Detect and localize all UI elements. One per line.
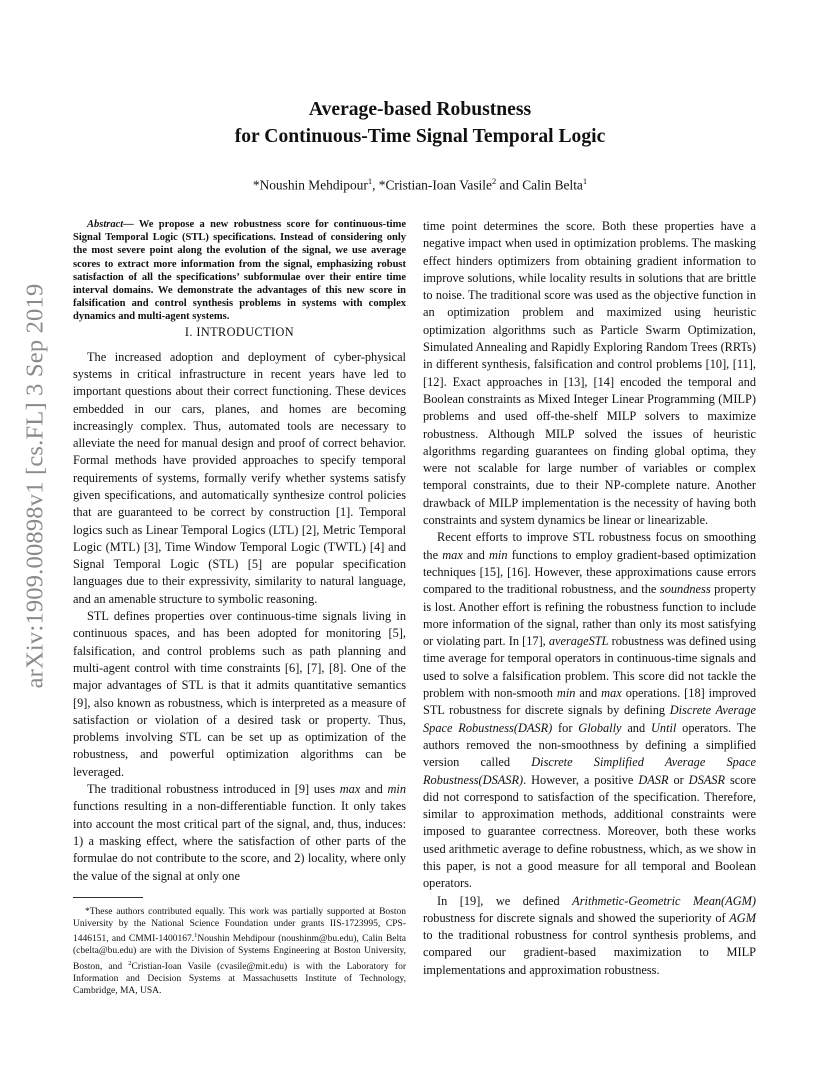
text-run: operations. [18] improved STL robustness for discrete signals by defining (423, 686, 756, 718)
footnote (73, 906, 406, 997)
author-separator: and (496, 177, 523, 193)
text-run: to the traditional robustness for control synthesis problems, and compared our gradient-based maximization to MILP implementations and approximation robustness. (423, 928, 756, 977)
text-run: robustness for discrete signals and showed the superiority of (423, 910, 730, 925)
author-separator: , (372, 177, 379, 193)
math-min: min (387, 782, 406, 797)
arxiv-side-stamp (4, 283, 66, 689)
emphasis-soundness: soundness (659, 582, 711, 597)
footnote-text: *These authors contributed equally. This work was partially supported at Boston University by the National Science Foundation under grants IIS-1723995, CPS-1446151, and CMMI-1400167. (73, 907, 406, 945)
emphasis-averagestl: averageSTL (548, 634, 609, 649)
title-line-1: Average-based Robustness (308, 99, 532, 120)
text-run: score did not correspond to satisfaction of the specification. Therefore, similar to approximation methods, additional constraints were imposed to guarantee correctness. Moreover, both these works used arithmetic average to define robustness, which, as we show in this paper, is not a good measure for all temporal and Boolean operators. (423, 772, 756, 891)
text-run: operators. The authors removed the non-smoothness by defining a simplified version called (423, 720, 756, 770)
author-2: *Cristian-Ioan Vasile (378, 177, 492, 193)
text-run: and (575, 686, 602, 701)
right-paragraph-2 (423, 529, 756, 892)
abstract-label: Abstract (87, 219, 124, 230)
intro-paragraph-2: STL defines properties over continuous-time signals living in continuous spaces, and has been adopted for monitoring [5], falsification, and control problems such as path planning and multi-agent control with time constraints [6], [7], [8]. One of the major advantages of STL is that it admits quantitative semantics [9], also known as robustness, which is interpreted as a measure of satisfaction or violation of a desired task or property. Thus, problems involving STL can be set up as optimization of the robustness, and powerful optimization algorithms can be leveraged. (73, 609, 406, 779)
text-run: Recent efforts to improve STL robustness focus on smoothing the (423, 530, 756, 562)
emphasis-dasr: DASR (638, 772, 669, 787)
text-run: The traditional robustness introduced in [9] uses (87, 782, 340, 797)
author-2-affil: 2 (491, 176, 497, 186)
math-max: max (339, 782, 361, 797)
intro-paragraph-3 (73, 781, 406, 885)
emphasis-dsasr: DSASR (688, 772, 726, 787)
author-list (120, 172, 720, 194)
section-heading-introduction: I. INTRODUCTION (184, 324, 295, 339)
math-max: max (601, 686, 622, 701)
right-paragraph-1: time point determines the score. Both these properties have a negative impact when used in optimization problems. The masking effect hinders optimizers from obtaining gradient information to improve solutions, while locality results in solutions that are brittle to noise. The traditional score was used as the objective function in an optimization problem and maximized using heuristic optimization algorithms such as Particle Swarm Optimization, Simulated Annealing and Rapidly Exploring Random Trees (RRTs) in different synthesis, falsification and control problems [10], [11], [12]. Exact approaches in [13], [14] encoded the temporal and Boolean constraints as Mixed Integer Linear Programming (MILP) problems and used off-the-shelf MILP solvers to maximize robustness. Although MILP solved the issues of heuristic algorithms regarding guarantees on finding global optima, they were not scalable for large number of variables or complex temporal constraints, due to their NP-complete nature. Another drawback of MILP implementation is the necessity of having both constraints and system dynamics be linear or linearizable. (423, 219, 756, 528)
math-max: max (442, 547, 463, 562)
footnote-rule (73, 897, 143, 898)
abstract-text: We propose a new robustness score for continuous-time Signal Temporal Logic (STL) specifications. Instead of considering only the most severe point along the evolution of the signal, we use average scores to extract more information from the signal, emphasizing robust satisfaction of all the specifications’ subformulae over their entire time interval domains. We demonstrate the advantages of this new score in falsification and control synthesis problems in systems with complex dynamics and multi-agent systems. (73, 219, 406, 323)
paper-title (120, 96, 720, 150)
footnote-text: Noushin Mehdipour (noushinm@bu.edu), Calin Belta (cbelta@bu.edu) are with the Division of Systems Engineering at Boston University, Boston, and (73, 934, 406, 972)
intro-paragraph-1: The increased adoption and deployment of cyber-physical systems in critical infrastructure in recent years have led to important questions about their correct functioning. These devices embedded in our cars, planes, and homes are becoming increasingly complex. Thus, automated tools are necessary to alleviate the need for manual design and proof of correct behavior. Formal methods have provided approaches to specify temporal requirements of systems, formally verify whether systems satisfy given specifications, and automatically synthesize control policies that are guaranteed to be correct by construction [1]. Temporal logics such as Linear Temporal Logics (LTL) [2], Metric Temporal Logic (MTL) [3], Time Window Temporal Logic (TWTL) [4] and Signal Temporal Logic (STL) [5] are popular specification languages due to their expressivity, similarity to natural language, and an amenable structure to symbolic reasoning. (73, 349, 406, 606)
emphasis-dsasr: Discrete Simplified Average Space Robustness(DSASR) (423, 755, 756, 787)
math-min: min (489, 547, 508, 562)
math-min: min (556, 686, 576, 701)
abstract (73, 218, 406, 324)
text-run: for (552, 720, 579, 735)
text-run: or (668, 772, 689, 787)
arxiv-identifier: arXiv:1909.00898v1 [cs.FL] 3 Sep 2019 (21, 283, 48, 689)
text-run: In [19], we defined (437, 893, 573, 908)
text-run: and (462, 547, 490, 562)
author-1-affil: 1 (367, 176, 373, 186)
footnote-marker: 1 (194, 932, 198, 940)
text-run: functions resulting in a non-differentiable function. It only takes into account the most critical part of the signal, and, thus, induces: 1) a masking effect, where the satisfaction of other parts of the formulae do not contribute to the score, and 2) locality, where only the value of the signal at only one (73, 799, 406, 883)
text-run: functions to employ gradient-based optimization techniques [15], [16]. However, these approximations cause errors compared to the traditional robustness, and the (423, 547, 756, 597)
title-line-2: for Continuous-Time Signal Temporal Logic (234, 126, 606, 147)
text-run: robustness was defined using time average for temporal operators in continuous-time signals and used to solve a falsification problem. This score did not tackle the problem with non-smooth (423, 634, 756, 701)
text-run: property is lost. Another effort is refining the robustness function to include more information of the signal, rather than only its most satisfying or violating part. In [17], (423, 582, 756, 649)
author-3-affil: 1 (582, 176, 588, 186)
emphasis-until: Until (650, 720, 677, 735)
text-run: and (621, 720, 651, 735)
left-column (73, 218, 406, 885)
right-column (423, 218, 756, 979)
footnote-marker: 2 (128, 959, 132, 967)
abstract-dash: — (123, 219, 139, 230)
right-paragraph-3 (423, 893, 756, 979)
author-1: *Noushin Mehdipour (252, 177, 368, 193)
text-run: and (360, 782, 388, 797)
emphasis-globally: Globally (578, 720, 622, 735)
emphasis-dasr: Discrete Average Space Robustness(DASR) (423, 703, 757, 735)
emphasis-agm: AGM (729, 910, 756, 925)
text-run: . However, a positive (523, 772, 639, 787)
author-3: Calin Belta (522, 177, 583, 193)
footnote-text: Cristian-Ioan Vasile (cvasile@mit.edu) is with the Laboratory for Information and Decision Systems at Massachusetts Institute of Technology, Cambridge, MA, USA. (73, 961, 406, 996)
emphasis-agm: Arithmetic-Geometric Mean(AGM) (572, 893, 757, 908)
